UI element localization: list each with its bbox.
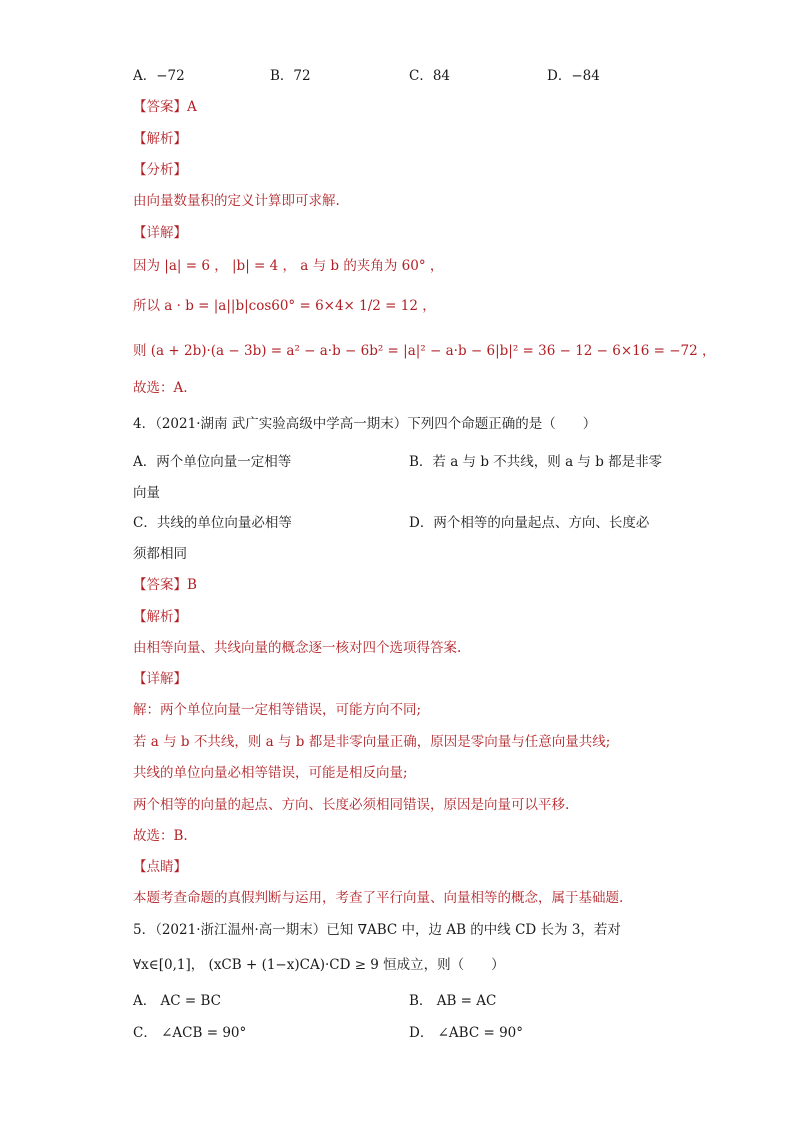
q4-detail-2: 若 a 与 b 不共线，则 a 与 b 都是非零向量正确，原因是零向量与任意向量共线; <box>133 734 611 750</box>
q5-option-c: C． ∠ACB = 90° <box>133 1025 247 1041</box>
q3-option-c: C．84 <box>409 68 451 84</box>
q4-detail-1: 解：两个单位向量一定相等错误，可能方向不同; <box>133 702 422 718</box>
q3-option-d: D．−84 <box>547 68 600 84</box>
q4-detail-4: 两个相等的向量的起点、方向、长度必须相同错误，原因是向量可以平移. <box>133 797 570 813</box>
q4-option-d: D．两个相等的向量起点、方向、长度必 <box>409 515 650 531</box>
q4-option-a: A．两个单位向量一定相等 <box>133 454 292 470</box>
q4-jiexi-label: 【解析】 <box>133 609 187 625</box>
q3-xiangjie-label: 【详解】 <box>133 225 187 241</box>
q3-conclusion: 故选：A. <box>133 380 188 396</box>
q3-step-2: 所以 a · b = |a||b|cos60° = 6×4× 1/2 = 12 ， <box>133 298 436 314</box>
q4-dianjing-label: 【点睛】 <box>133 859 187 875</box>
q5-option-a: A． AC = BC <box>133 993 222 1009</box>
q4-option-c: C．共线的单位向量必相等 <box>133 515 292 531</box>
q4-detail-3: 共线的单位向量必相等错误，可能是相反向量; <box>133 765 408 781</box>
q4-answer: 【答案】B <box>133 577 197 593</box>
q4-analysis: 由相等向量、共线向量的概念逐一核对四个选项得答案. <box>133 640 462 656</box>
q3-step-1: 因为 |a| = 6 ， |b| = 4 ， a 与 b 的夹角为 60° ， <box>133 258 444 274</box>
q3-fenxi-text: 由向量数量积的定义计算即可求解. <box>133 193 340 209</box>
q4-dianjing-text: 本题考查命题的真假判断与运用，考查了平行向量、向量相等的概念，属于基础题. <box>133 890 624 906</box>
q3-fenxi-label: 【分析】 <box>133 162 187 178</box>
q3-option-b: B．72 <box>270 68 311 84</box>
q4-xiangjie-label: 【详解】 <box>133 671 187 687</box>
q3-jiexi-label: 【解析】 <box>133 131 187 147</box>
q5-option-b: B． AB = AC <box>409 993 497 1009</box>
q3-step-3: 则 (a + 2b)·(a − 3b) = a² − a·b − 6b² = |a|² − a·b − 6|b|² = 36 − 12 − 6×16 = −72 ， <box>133 343 716 359</box>
q5-stem-line-2: ∀x∈[0,1]， (xCB + (1−x)CA)·CD ≥ 9 恒成立，则（ ） <box>133 957 505 973</box>
q4-option-b-continued: 向量 <box>133 485 160 501</box>
q4-conclusion: 故选：B. <box>133 828 188 844</box>
q5-option-d: D． ∠ABC = 90° <box>409 1025 523 1041</box>
q3-option-a: A．−72 <box>133 68 185 84</box>
q3-answer: 【答案】A <box>133 99 197 115</box>
q5-stem-line-1: 5．（2021·浙江温州·高一期末）已知 ∇ABC 中，边 AB 的中线 CD 长为 3，若对 <box>133 922 621 938</box>
q4-stem: 4．（2021·湖南 武广实验高级中学高一期末）下列四个命题正确的是（ ） <box>133 416 597 432</box>
q4-option-d-continued: 须都相同 <box>133 546 187 562</box>
q4-option-b: B．若 a 与 b 不共线，则 a 与 b 都是非零 <box>409 454 663 470</box>
